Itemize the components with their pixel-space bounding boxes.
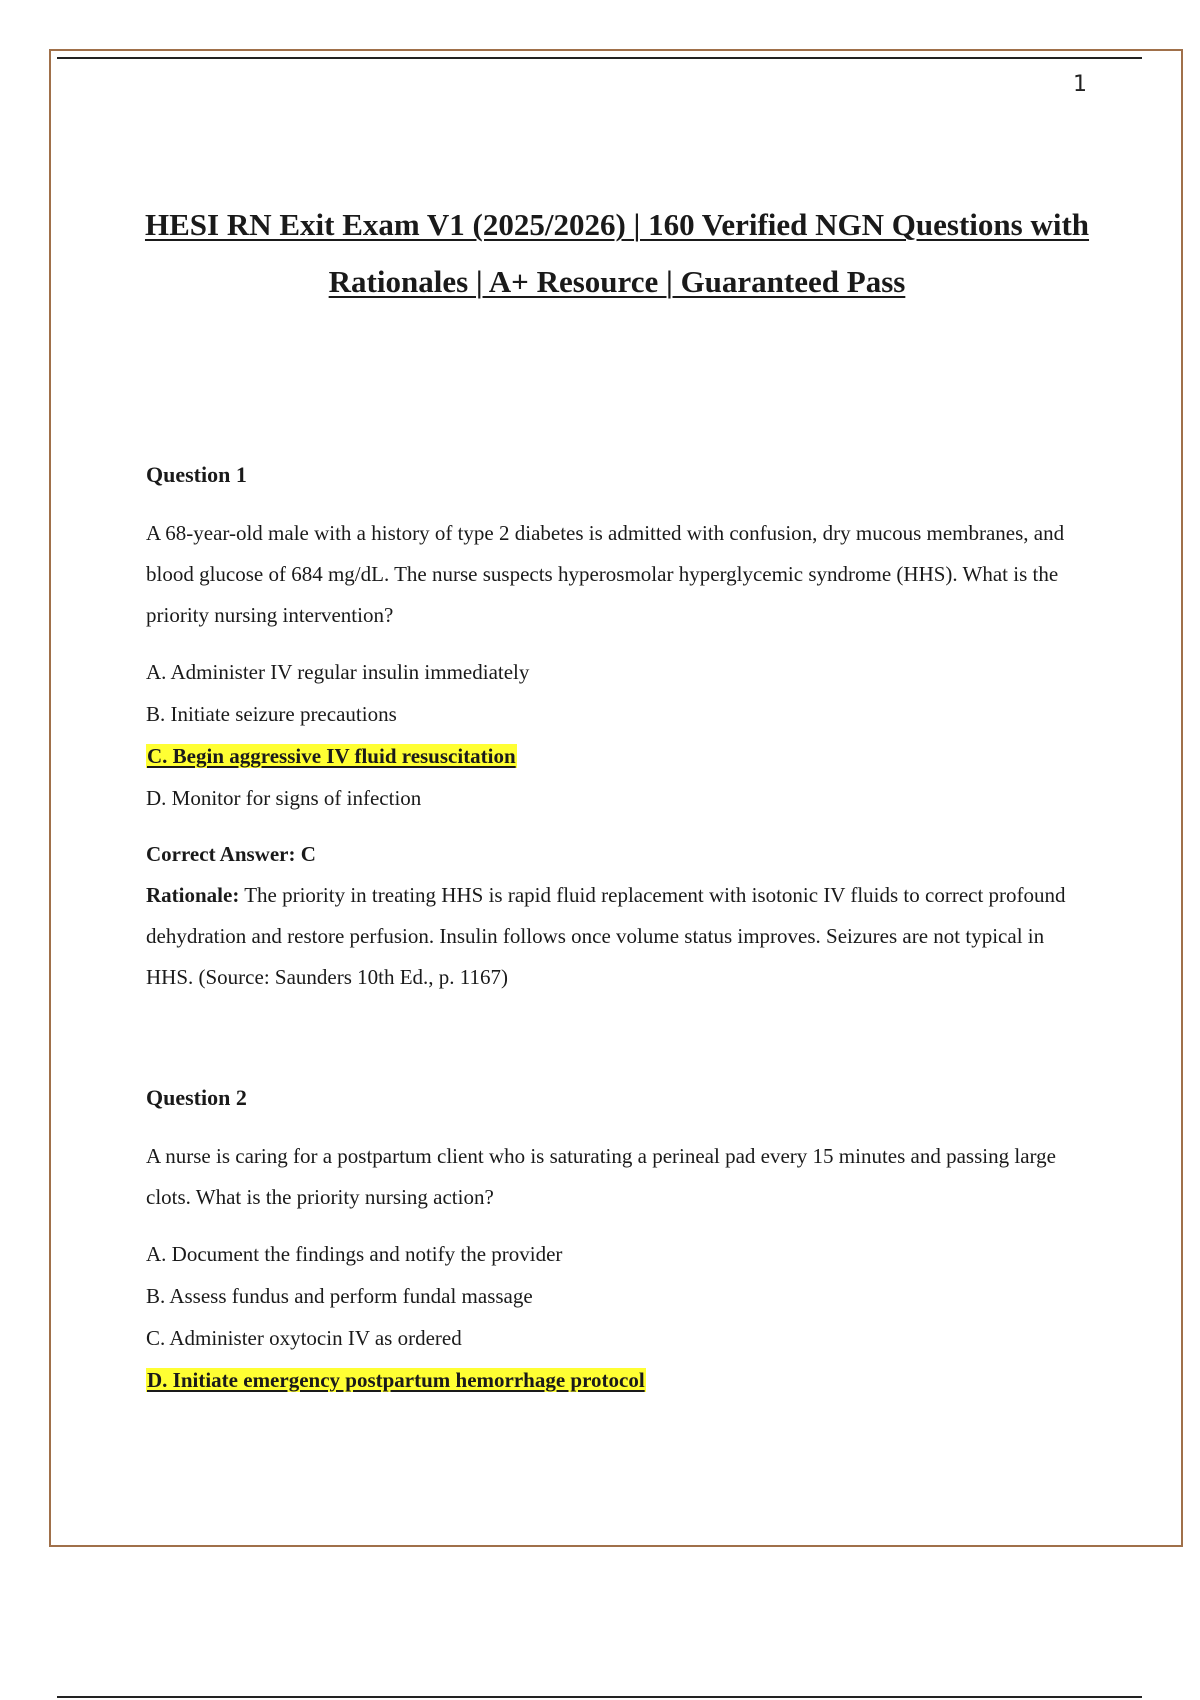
option-a: A. Administer IV regular insulin immediately xyxy=(146,660,530,684)
question-heading: Question 2 xyxy=(146,1085,247,1110)
option-d: D. Monitor for signs of infection xyxy=(146,786,422,810)
footer-rule xyxy=(57,1696,1142,1698)
question-heading: Question 1 xyxy=(146,462,247,487)
option-b: B. Assess fundus and perform fundal massage xyxy=(146,1284,533,1308)
rationale-text: The priority in treating HHS is rapid fluid replacement with isotonic IV fluids to correct profound dehydration and restore perfusion. Insulin follows once volume status improves. Seizures are not typical in HHS. (Source: Saunders 10th Ed., p. 1167) xyxy=(146,883,1066,989)
question-2 xyxy=(146,1083,1096,1401)
question-1 xyxy=(146,460,1096,998)
option-c-correct xyxy=(146,735,1096,777)
option-c: C. Administer oxytocin IV as ordered xyxy=(146,1326,462,1350)
document-title: HESI RN Exit Exam V1 (2025/2026) | 160 Verified NGN Questions with Rationales | A+ Resource | Guaranteed Pass xyxy=(144,207,1090,299)
correct-answer: Correct Answer: C xyxy=(146,842,316,866)
question-stem: A 68-year-old male with a history of type 2 diabetes is admitted with confusion, dry mucous membranes, and blood glucose of 684 mg/dL. The nurse suspects hyperosmolar hyperglycemic syndrome (HHS). What is the priority nursing intervention? xyxy=(146,521,1065,627)
highlighted-answer: D. Initiate emergency postpartum hemorrhage protocol xyxy=(147,1368,645,1392)
options-list xyxy=(146,1233,1096,1401)
option-b: B. Initiate seizure precautions xyxy=(146,702,397,726)
question-stem: A nurse is caring for a postpartum client who is saturating a perineal pad every 15 minutes and passing large clots. What is the priority nursing action? xyxy=(146,1144,1056,1209)
option-a: A. Document the findings and notify the provider xyxy=(146,1242,563,1266)
highlighted-answer: C. Begin aggressive IV fluid resuscitation xyxy=(147,744,516,768)
rationale xyxy=(146,875,1096,998)
option-d-correct xyxy=(146,1359,1096,1401)
page-number: 1 xyxy=(1073,72,1087,97)
rationale-label: Rationale: xyxy=(146,883,240,907)
options-list xyxy=(146,651,1096,819)
header-rule xyxy=(57,57,1142,59)
